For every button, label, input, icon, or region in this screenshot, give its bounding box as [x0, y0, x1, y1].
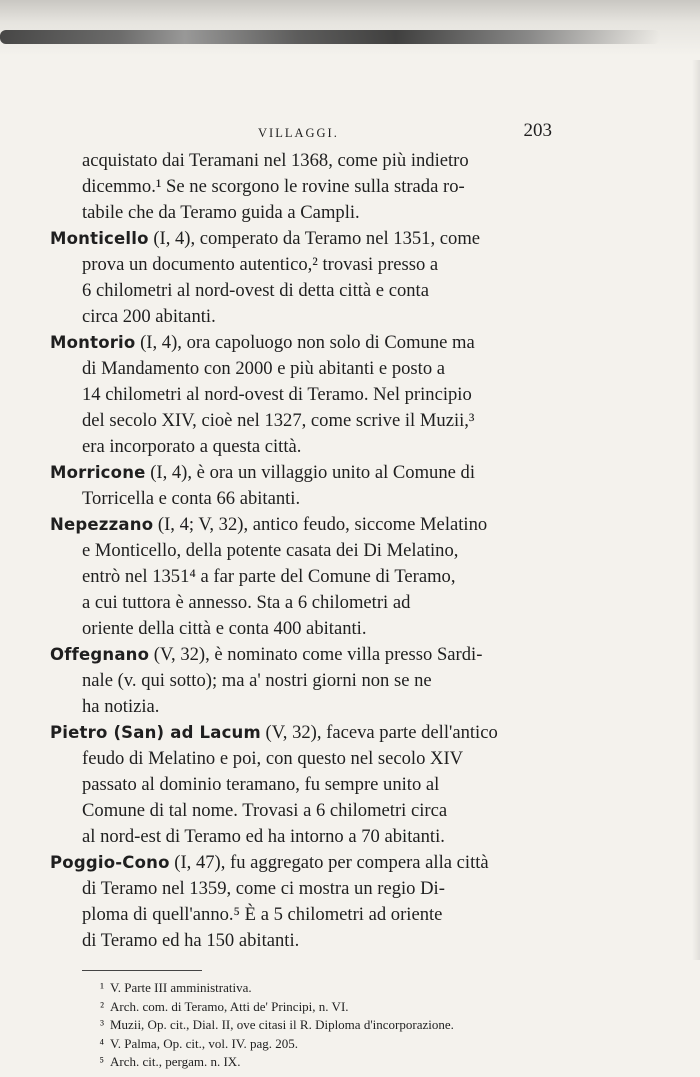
entry-heading: Poggio-Cono	[50, 853, 170, 872]
entry-text: (I, 4), è ora un villaggio unito al Comune di	[145, 462, 476, 483]
text-line: di Teramo ed ha 150 abitanti.	[82, 930, 300, 951]
entry-first-line	[50, 330, 552, 356]
entry-heading: Montorio	[50, 333, 136, 352]
text-line: ha notizia.	[82, 696, 160, 717]
entry	[50, 720, 552, 850]
text-line: di Teramo nel 1359, come ci mostra un regio Di-	[82, 878, 445, 899]
text-line: era incorporato a questa città.	[82, 436, 302, 457]
footnote	[82, 1016, 552, 1035]
entry-first-line	[50, 720, 552, 746]
text-line: circa 200 abitanti.	[82, 306, 216, 327]
footnote-mark: ²	[100, 998, 104, 1014]
footnote-mark: ⁵	[99, 1054, 104, 1069]
intro-paragraph	[82, 148, 552, 226]
book-page	[50, 118, 552, 1072]
entry	[50, 226, 552, 330]
text-line: del secolo XIV, cioè nel 1327, come scrive il Muzii,³	[82, 410, 475, 431]
entries-list	[50, 226, 552, 954]
footnote	[82, 1035, 552, 1054]
entry	[50, 330, 552, 460]
entry	[50, 512, 552, 642]
text-line: acquistato dai Teramani nel 1368, come più indietro	[82, 150, 469, 171]
footnote	[82, 1053, 552, 1072]
entry-first-line	[50, 512, 552, 538]
text-line: a cui tuttora è annesso. Sta a 6 chilometri ad	[82, 592, 411, 613]
footnote-text: Arch. cit., pergam. n. IX.	[110, 1054, 241, 1069]
text-line: ploma di quell'anno.⁵ È a 5 chilometri ad oriente	[82, 904, 443, 925]
entry-heading: Nepezzano	[50, 515, 154, 534]
text-line: oriente della città e conta 400 abitanti.	[82, 618, 367, 639]
footnote-mark: ⁴	[99, 1035, 104, 1051]
text-line: 14 chilometri al nord-ovest di Teramo. Nel principio	[82, 384, 472, 405]
footnote	[82, 998, 552, 1017]
footnote-mark: ¹	[100, 980, 104, 995]
text-line: prova un documento autentico,² trovasi presso a	[82, 254, 439, 275]
entry-heading: Morricone	[50, 463, 146, 482]
entry-text: (V, 32), è nominato come villa presso Sardi-	[149, 644, 483, 665]
page-fold-shadow	[692, 60, 700, 960]
text-line: tabile che da Teramo guida a Campli.	[82, 202, 360, 223]
text-line: di Mandamento con 2000 e più abitanti e posto a	[82, 358, 446, 379]
page-number: 203	[523, 120, 552, 141]
text-line: Comune di tal nome. Trovasi a 6 chilometri circa	[82, 800, 448, 821]
footnote-mark: ³	[100, 1017, 104, 1032]
entry-first-line	[50, 642, 552, 668]
footnote	[82, 979, 552, 998]
entry-text: (I, 4), ora capoluogo non solo di Comune ma	[135, 332, 475, 353]
entry	[50, 850, 552, 954]
scan-edge-artifact	[0, 30, 660, 44]
body-text	[50, 148, 552, 954]
text-line: al nord-est di Teramo ed ha intorno a 70 abitanti.	[82, 826, 445, 847]
page-top-shadow	[0, 0, 700, 56]
entry-first-line	[50, 460, 552, 486]
text-line: 6 chilometri al nord-ovest di detta città e conta	[82, 280, 429, 301]
text-line: passato al dominio teramano, fu sempre unito al	[82, 774, 440, 795]
footnote-text: V. Parte III amministrativa.	[110, 980, 252, 995]
running-title: VILLAGGI.	[258, 126, 339, 140]
text-line: nale (v. qui sotto); ma a' nostri giorni non se ne	[82, 670, 432, 691]
text-line: dicemmo.¹ Se ne scorgono le rovine sulla strada ro-	[82, 176, 465, 197]
entry-text: (I, 4), comperato da Teramo nel 1351, come	[148, 228, 481, 249]
entry-text: (I, 4; V, 32), antico feudo, siccome Melatino	[153, 514, 488, 535]
entry	[50, 460, 552, 512]
footnotes	[82, 979, 552, 1072]
footnote-text: V. Palma, Op. cit., vol. IV. pag. 205.	[110, 1035, 299, 1051]
text-line: entrò nel 1351⁴ a far parte del Comune di Teramo,	[82, 566, 456, 587]
entry-heading: Pietro (San) ad Lacum	[50, 723, 261, 742]
footnote-rule	[82, 970, 202, 971]
text-line: feudo di Melatino e poi, con questo nel secolo XIV	[82, 748, 464, 769]
running-head	[82, 118, 552, 148]
entry-first-line	[50, 226, 552, 252]
footnote-text: Arch. com. di Teramo, Atti de' Principi, n. VI.	[110, 998, 349, 1014]
footnote-text: Muzii, Op. cit., Dial. II, ove citasi il R. Diploma d'incorporazione.	[110, 1017, 454, 1032]
entry-first-line	[50, 850, 552, 876]
entry-heading: Offegnano	[50, 645, 150, 664]
entry-text: (I, 47), fu aggregato per compera alla città	[169, 852, 489, 873]
text-line: e Monticello, della potente casata dei Di Melatino,	[82, 540, 459, 561]
entry	[50, 642, 552, 720]
entry-heading: Monticello	[50, 229, 149, 248]
text-line: Torricella e conta 66 abitanti.	[82, 488, 301, 509]
entry-text: (V, 32), faceva parte dell'antico	[260, 722, 498, 743]
